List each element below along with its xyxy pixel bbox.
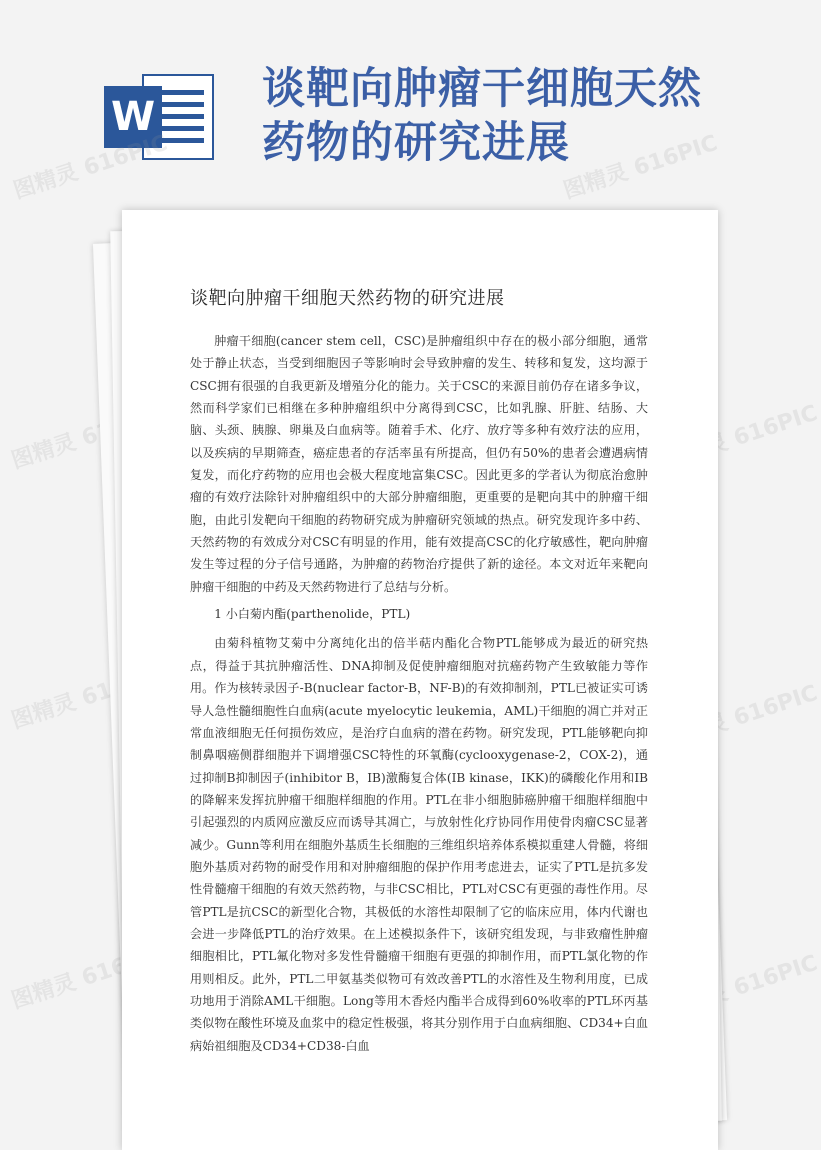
section-paragraph: 由菊科植物艾菊中分离纯化出的倍半萜内酯化合物PTL能够成为最近的研究热点，得益于其抗肿瘤活性、DNA抑制及促使肿瘤细胞对抗癌药物产生致敏能力等作用。作为核转录因子-B(nuclear factor-B，NF-B)的有效抑制剂，PTL已被证实可诱导人急性髓细胞性白血病(acute myelocytic leukemia，AML)干细胞的凋亡并对正常血液细胞无任何损伤效应，是治疗白血病的潜在药物。研究发现，PTL能够靶向抑制鼻咽癌侧群细胞并下调增强CSC特性的环氧酶(cyclooxygenase-2，COX-2)，通过抑制B抑制因子(inhibitor B，IB)激酶复合体(IB kinase，IKK)的磷酸化作用和IB的降解来发挥抗肿瘤干细胞样细胞的作用。PTL在非小细胞肺癌肿瘤干细胞样细胞中引起强烈的内质网应激反应而诱导其凋亡，与放射性化疗协同作用使骨肉瘤CSC显著减少。Gunn等利用在细胞外基质生长细胞的三维组织培养体系模拟重建人骨髓，将细胞外基质对药物的耐受作用和对肿瘤细胞的保护作用考虑进去，证实了PTL是抗多发性骨髓瘤干细胞的有效天然药物，与非CSC相比，PTL对CSC有更强的毒性作用。尽管PTL是抗CSC的新型化合物，其极低的水溶性却限制了它的临床应用，体内代谢也会进一步降低PTL的治疗效果。在上述模拟条件下，该研究组发现，与非致瘤性肿瘤细胞相比，PTL氟化物对多发性骨髓瘤干细胞有更强的抑制作用，而PTL氯化物的作用则相反。此外，PTL二甲氨基类似物可有效改善PTL的水溶性及生物利用度，已成功地用于消除AML干细胞。Long等用木香烃内酯半合成得到60%收率的PTL环丙基类似物在酸性环境及血浆中的稳定性极强，将其分别作用于白血病细胞、CD34+白血病始祖细胞及CD34+CD38-白血: [190, 636, 648, 1053]
watermark: 图精灵 616PIC: [8, 400, 169, 475]
document-title: 谈靶向肿瘤干细胞天然药物的研究进展: [190, 288, 505, 309]
watermark: 图精灵 616PIC: [660, 950, 821, 1025]
word-document-icon: [104, 74, 214, 160]
document-line: [156, 126, 204, 131]
header-title: 谈靶向肿瘤干细胞天然药物的研究进展: [262, 64, 702, 168]
watermark: 图精灵 616PIC: [660, 680, 821, 755]
watermark: 图精灵 616PIC: [10, 130, 171, 205]
intro-paragraph: 肿瘤干细胞(cancer stem cell，CSC)是肿瘤组织中存在的极小部分细胞，通常处于静止状态，当受到细胞因子等影响时会导致肿瘤的发生、转移和复发，这均源于CSC拥有很强的自我更新及增殖分化的能力。关于CSC的来源目前仍存在诸多争议，然而科学家们已相继在多种肿瘤组织中分离得到CSC，比如乳腺、肝脏、结肠、大脑、头颈、胰腺、卵巢及白血病等。随着手术、化疗、放疗等多种有效疗法的应用，以及疾病的早期筛查，癌症患者的存活率虽有所提高，但仍有50%的患者会遭遇病情复发，而化疗药物的应用也会极大程度地富集CSC。因此更多的学者认为彻底治愈肿瘤的有效疗法除针对肿瘤组织中的大部分肿瘤细胞，更重要的是靶向其中的肿瘤干细胞，由此引发靶向干细胞的药物研究成为肿瘤研究领域的热点。研究发现许多中药、天然药物的有效成分对CSC有明显的作用，能有效提高CSC的化疗敏感性，靶向肿瘤发生等过程的分子信号通路，为肿瘤的药物治疗提供了新的途径。本文对近年来靶向肿瘤干细胞的中药及天然药物进行了总结与分析。: [190, 334, 648, 594]
document-body: [190, 330, 648, 1057]
document-line: [156, 90, 204, 95]
watermark: 图精灵 616PIC: [660, 400, 821, 475]
document-line: [156, 114, 204, 119]
document-page: [122, 210, 718, 1150]
document-line: [156, 102, 204, 107]
watermark: 图精灵 616PIC: [8, 940, 169, 1015]
section-heading: 1 小白菊内酯(parthenolide，PTL): [214, 607, 411, 622]
watermark: 图精灵 616PIC: [8, 660, 169, 735]
word-w-badge: W: [104, 86, 162, 148]
document-line: [156, 138, 204, 143]
watermark: 图精灵 616PIC: [560, 130, 721, 205]
